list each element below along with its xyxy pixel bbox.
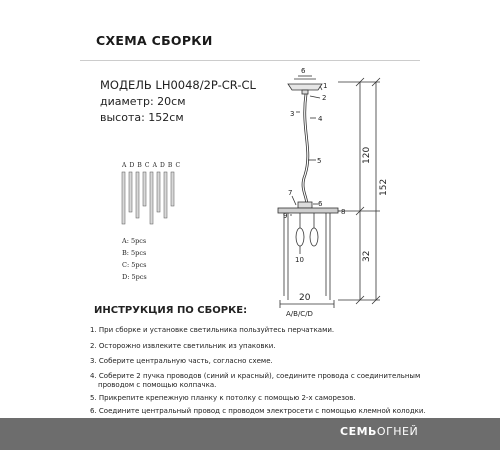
instructions-title: ИНСТРУКЦИЯ ПО СБОРКЕ: <box>94 305 248 316</box>
bottom-label: A/B/C/D <box>286 310 313 318</box>
callout-2: 2 <box>322 94 327 102</box>
dim-upper: 120 <box>362 146 372 164</box>
brand-logo <box>340 425 418 438</box>
dim-total: 152 <box>379 178 389 196</box>
callout-5: 5 <box>317 157 322 165</box>
callout-6: 6 <box>318 200 323 208</box>
instruction-step: 6. Соедините центральный провод с проводом электросети с помощью клемной колодки. <box>90 407 426 415</box>
callout-7: 7 <box>288 189 293 197</box>
legend-c: C: 5pcs <box>122 261 147 269</box>
legend-b: B: 5pcs <box>122 249 147 257</box>
footer-bar <box>0 418 500 450</box>
callout-4: 4 <box>318 115 323 123</box>
dim-lower: 32 <box>362 250 372 262</box>
callout-1: 1 <box>323 82 328 90</box>
page-title: СХЕМА СБОРКИ <box>96 33 213 48</box>
instruction-step: 1. При сборке и установке светильника пользуйтесь перчатками. <box>90 326 335 334</box>
instruction-step: 3. Соберите центральную часть, согласно схеме. <box>90 357 273 365</box>
brand-light: ОГНЕЙ <box>376 425 419 438</box>
legend-d: D: 5pcs <box>122 273 147 281</box>
diameter-label: диаметр: 20см <box>100 95 186 108</box>
brand-bold: СЕМЬ <box>340 425 377 438</box>
instruction-step-continued: проводом с помощью колпачка. <box>98 381 217 389</box>
callout-8: 8 <box>341 208 346 216</box>
model-label: МОДЕЛЬ LH0048/2P-CR-CL <box>100 78 256 92</box>
legend-a: A: 5pcs <box>122 237 147 245</box>
instruction-step: 5. Прикрепите крепежную планку к потолку с помощью 2-х саморезов. <box>90 394 356 402</box>
height-label: высота: 152см <box>100 111 184 124</box>
callout-top: 6 <box>301 67 306 75</box>
callout-3: 3 <box>290 110 295 118</box>
instruction-step: 2. Осторожно извлеките светильник из упаковки. <box>90 342 276 350</box>
dim-width: 20 <box>299 293 311 303</box>
crystal-letters: A D B C A D B C <box>122 162 181 169</box>
callout-10: 10 <box>295 256 304 264</box>
instruction-step: 4. Соберите 2 пучка проводов (синий и красный), соедините провода с соединительным <box>90 372 421 380</box>
callout-9: 9 <box>283 212 288 220</box>
